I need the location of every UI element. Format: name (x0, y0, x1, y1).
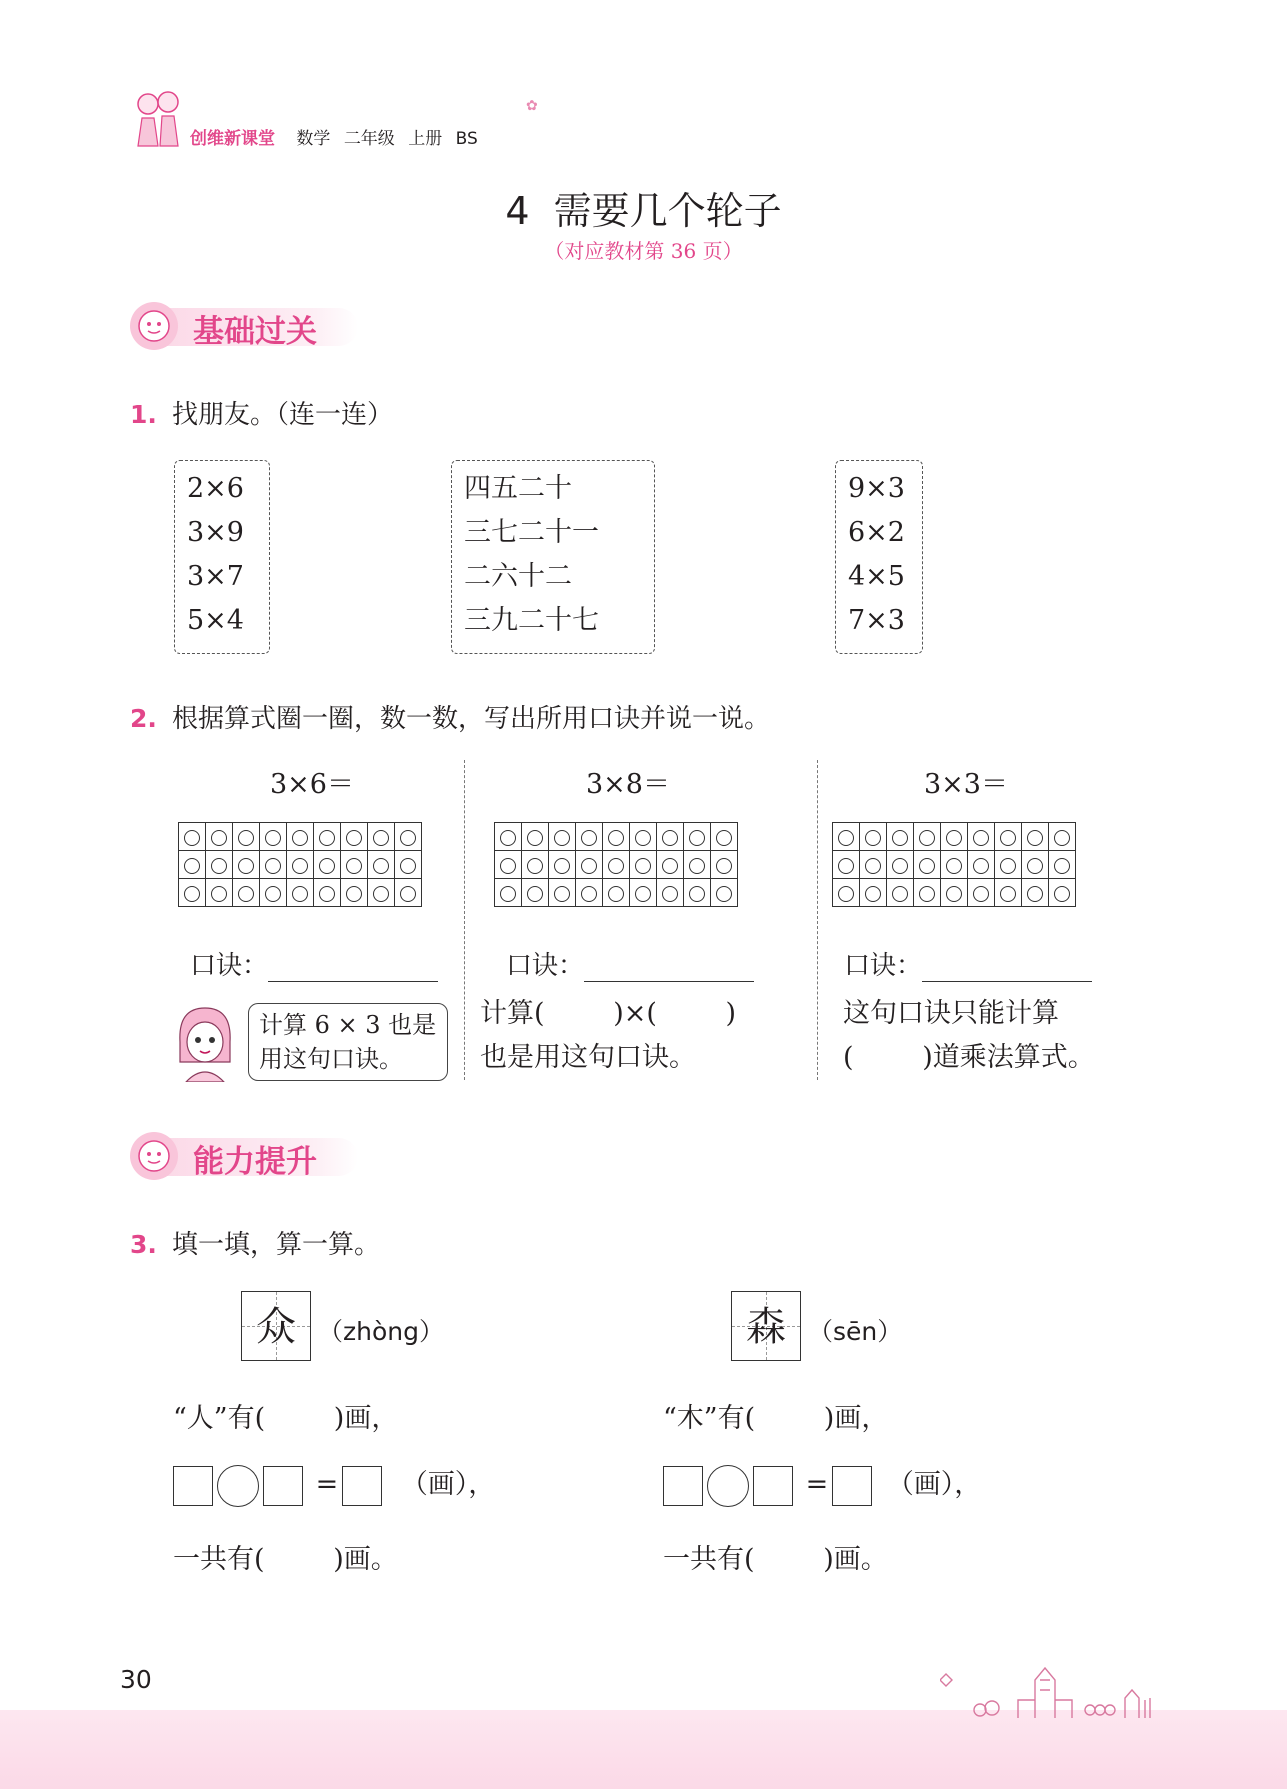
grid-cell[interactable] (395, 851, 422, 879)
cartoon-boy-icon (128, 1128, 184, 1184)
grid-cell[interactable] (233, 851, 260, 879)
grid-cell[interactable] (1022, 823, 1049, 851)
circle-icon (238, 886, 254, 902)
grid-cell[interactable] (1049, 823, 1076, 851)
circle-icon (554, 858, 570, 874)
circle-icon (946, 858, 962, 874)
koujue-line-2 (506, 945, 754, 982)
circle-icon (635, 886, 651, 902)
character-zhong: 众 (256, 1304, 296, 1350)
grid-cell[interactable] (287, 879, 314, 907)
circle-icon (211, 886, 227, 902)
header-illustration-kids (128, 88, 188, 148)
q1-right-item: 7×3 (848, 605, 905, 636)
grid-cell[interactable] (887, 823, 914, 851)
bubble-line-2: 用这句口诀。 (259, 1045, 403, 1073)
circle-icon (319, 886, 335, 902)
grid-cell[interactable] (684, 879, 711, 907)
grid-cell[interactable] (341, 851, 368, 879)
grid-cell[interactable] (711, 879, 738, 907)
grid-cell[interactable] (260, 879, 287, 907)
question-number: 1. (130, 400, 157, 429)
circle-icon (946, 830, 962, 846)
grid-cell[interactable] (657, 851, 684, 879)
q1-middle-item: 四五二十 (464, 473, 572, 504)
grid-cell[interactable] (603, 823, 630, 851)
grid-cell[interactable] (368, 851, 395, 879)
circle-icon (608, 830, 624, 846)
page-subtitle: （对应教材第 36 页） (544, 239, 743, 263)
q1-middle-item: 三七二十一 (464, 517, 599, 548)
unit-label: （画）， (400, 1469, 496, 1500)
circle-icon (919, 886, 935, 902)
grid-cell[interactable] (314, 879, 341, 907)
volume-label: 上册 (408, 129, 443, 149)
grid-cell[interactable] (233, 879, 260, 907)
circle-icon (292, 830, 308, 846)
grid-cell[interactable] (968, 823, 995, 851)
circle-icon (716, 858, 732, 874)
circle-icon (184, 858, 200, 874)
circle-icon (865, 886, 881, 902)
unit-label: （画）， (886, 1469, 982, 1500)
section-title-basic: 基础过关 (193, 314, 317, 350)
q1-middle-item: 三九二十七 (464, 605, 599, 636)
circle-icon (184, 886, 200, 902)
grid-cell[interactable] (287, 851, 314, 879)
pinyin-zhong: （zhòng） (318, 1317, 444, 1346)
grid-cell[interactable] (314, 823, 341, 851)
grid-cell[interactable] (233, 823, 260, 851)
grid-cell[interactable] (341, 823, 368, 851)
section-banner-basic (128, 298, 368, 354)
grid-cell[interactable] (995, 851, 1022, 879)
grid-cell[interactable] (603, 851, 630, 879)
circle-icon (1054, 858, 1070, 874)
grid-cell[interactable] (206, 823, 233, 851)
brand-name: 创维新课堂 (190, 129, 275, 149)
circle-icon (400, 886, 416, 902)
circle-icon (662, 830, 678, 846)
answer-box[interactable] (753, 1466, 793, 1506)
castle-illustration (940, 1650, 1160, 1720)
circle-icon (919, 830, 935, 846)
circle-icon (946, 886, 962, 902)
circle-icon (1027, 886, 1043, 902)
grid-cell[interactable] (657, 823, 684, 851)
character-box-sen (731, 1291, 801, 1361)
circle-icon (346, 886, 362, 902)
circle-icon (581, 886, 597, 902)
operator-circle[interactable] (217, 1465, 259, 1507)
q3-left-equation (173, 1462, 495, 1507)
circle-icon (1027, 858, 1043, 874)
grid-cell[interactable] (833, 823, 860, 851)
character-sen: 森 (746, 1304, 786, 1350)
grid-cell[interactable] (368, 823, 395, 851)
circle-icon (554, 886, 570, 902)
edition-label: BS (455, 129, 478, 149)
grid-cell[interactable] (1022, 851, 1049, 879)
grid-cell[interactable] (630, 823, 657, 851)
circle-icon (211, 830, 227, 846)
circle-icon (581, 858, 597, 874)
section-banner-advanced (128, 1128, 368, 1184)
circle-icon (400, 830, 416, 846)
circle-icon (238, 830, 254, 846)
grid-cell[interactable] (603, 879, 630, 907)
koujue-answer-blank[interactable] (922, 955, 1092, 982)
grid-cell[interactable] (711, 823, 738, 851)
grid-cell[interactable] (1022, 879, 1049, 907)
circle-icon (346, 830, 362, 846)
question-3-heading (130, 1224, 380, 1261)
q3-left-line-1: “人”有( )画， (173, 1403, 399, 1434)
q2-middle-note (480, 992, 736, 1080)
question-text: 根据算式圈一圈，数一数，写出所用口诀并说一说。 (172, 704, 771, 734)
grid-cell[interactable] (1049, 851, 1076, 879)
circle-icon (608, 886, 624, 902)
q1-middle-item: 二六十二 (464, 561, 572, 592)
character-box-zhong (241, 1291, 311, 1361)
circle-icon (662, 858, 678, 874)
question-text: 找朋友。（连一连） (172, 400, 394, 430)
q1-left-item: 3×9 (187, 517, 244, 548)
grid-cell[interactable] (968, 879, 995, 907)
koujue-label: 口诀： (190, 951, 269, 981)
grid-cell[interactable] (630, 851, 657, 879)
circle-grid-1[interactable] (178, 822, 422, 907)
question-1-heading (130, 394, 393, 431)
grid-cell[interactable] (941, 851, 968, 879)
grid-cell[interactable] (522, 851, 549, 879)
circle-icon (184, 830, 200, 846)
q2-equation-2: 3×8＝ (586, 769, 670, 800)
koujue-label: 口诀： (506, 951, 585, 981)
circle-icon (838, 830, 854, 846)
column-divider (464, 760, 465, 1080)
equals-sign: = (315, 1469, 339, 1500)
answer-box[interactable] (263, 1466, 303, 1506)
grid-cell[interactable] (684, 851, 711, 879)
circle-icon (608, 858, 624, 874)
circle-icon (581, 830, 597, 846)
grid-cell[interactable] (860, 823, 887, 851)
circle-icon (689, 886, 705, 902)
q1-left-item: 3×7 (187, 561, 244, 592)
bubble-line-1: 计算 6 × 3 也是 (259, 1011, 437, 1039)
q1-middle-box (451, 460, 655, 654)
circle-icon (265, 830, 281, 846)
q2-right-line-1: 这句口诀只能计算 (843, 998, 1059, 1029)
grid-cell[interactable] (711, 851, 738, 879)
circle-icon (346, 858, 362, 874)
answer-box[interactable] (342, 1466, 382, 1506)
grid-cell[interactable] (179, 823, 206, 851)
grid-cell[interactable] (833, 851, 860, 879)
circle-icon (265, 858, 281, 874)
circle-icon (662, 886, 678, 902)
grid-cell[interactable] (549, 851, 576, 879)
circle-icon (635, 830, 651, 846)
footer-band (0, 1710, 1287, 1789)
column-divider (817, 760, 818, 1080)
grid-cell[interactable] (341, 879, 368, 907)
grid-cell[interactable] (968, 851, 995, 879)
circle-icon (1000, 858, 1016, 874)
circle-icon (838, 886, 854, 902)
grid-cell[interactable] (576, 879, 603, 907)
circle-icon (892, 858, 908, 874)
q3-right-line-3: 一共有( )画。 (663, 1544, 888, 1575)
circle-icon (865, 830, 881, 846)
grid-cell[interactable] (684, 823, 711, 851)
q1-left-item: 2×6 (187, 473, 244, 504)
grid-cell[interactable] (522, 879, 549, 907)
section-title-advanced: 能力提升 (193, 1144, 317, 1180)
koujue-label: 口诀： (844, 951, 923, 981)
grid-cell[interactable] (395, 823, 422, 851)
circle-icon (838, 858, 854, 874)
grid-cell[interactable] (995, 823, 1022, 851)
grid-cell[interactable] (206, 879, 233, 907)
answer-box[interactable] (663, 1466, 703, 1506)
circle-grid-2[interactable] (494, 822, 738, 907)
grid-cell[interactable] (630, 879, 657, 907)
q2-right-note (843, 992, 1095, 1080)
grid-cell[interactable] (260, 823, 287, 851)
grid-cell[interactable] (833, 879, 860, 907)
circle-icon (238, 858, 254, 874)
circle-icon (373, 830, 389, 846)
circle-icon (373, 858, 389, 874)
grid-cell[interactable] (941, 879, 968, 907)
circle-icon (527, 858, 543, 874)
page-number: 30 (120, 1665, 152, 1694)
circle-icon (292, 886, 308, 902)
circle-icon (1027, 830, 1043, 846)
circle-icon (973, 858, 989, 874)
circle-icon (500, 858, 516, 874)
pinyin-sen: （sēn） (808, 1317, 903, 1346)
circle-icon (865, 858, 881, 874)
circle-icon (892, 886, 908, 902)
cartoon-girl-icon (128, 298, 184, 354)
q2-equation-1: 3×6＝ (270, 769, 354, 800)
koujue-answer-blank[interactable] (268, 955, 438, 982)
circle-icon (973, 830, 989, 846)
grid-cell[interactable] (549, 823, 576, 851)
circle-icon (1054, 830, 1070, 846)
circle-icon (919, 858, 935, 874)
grid-cell[interactable] (549, 879, 576, 907)
grid-cell[interactable] (1049, 879, 1076, 907)
circle-grid-3[interactable] (832, 822, 1076, 907)
grid-cell[interactable] (914, 823, 941, 851)
circle-icon (1000, 886, 1016, 902)
circle-icon (527, 886, 543, 902)
answer-box[interactable] (173, 1466, 213, 1506)
subject-label: 数学 (296, 129, 331, 149)
grid-cell[interactable] (522, 823, 549, 851)
answer-box[interactable] (832, 1466, 872, 1506)
q1-left-box (174, 460, 270, 654)
grid-cell[interactable] (941, 823, 968, 851)
grid-cell[interactable] (995, 879, 1022, 907)
grid-cell[interactable] (314, 851, 341, 879)
speech-bubble (248, 1003, 448, 1081)
koujue-line-1 (190, 945, 438, 982)
grid-cell[interactable] (179, 851, 206, 879)
operator-circle[interactable] (707, 1465, 749, 1507)
q1-right-item: 4×5 (848, 561, 905, 592)
circle-icon (892, 830, 908, 846)
question-2-heading (130, 698, 770, 735)
grid-cell[interactable] (860, 879, 887, 907)
header-bar (190, 124, 486, 149)
grade-label: 二年级 (343, 129, 395, 149)
circle-icon (973, 886, 989, 902)
grid-cell[interactable] (179, 879, 206, 907)
q3-left-line-3: 一共有( )画。 (173, 1544, 398, 1575)
grid-cell[interactable] (287, 823, 314, 851)
grid-cell[interactable] (260, 851, 287, 879)
page-title: 4 需要几个轮子 (505, 189, 782, 233)
circle-icon (689, 830, 705, 846)
circle-icon (319, 858, 335, 874)
q3-right-equation (663, 1462, 981, 1507)
q2-middle-line-1: 计算( )×( ) (480, 998, 737, 1029)
circle-icon (716, 886, 732, 902)
circle-icon (554, 830, 570, 846)
q1-right-box (835, 460, 923, 654)
circle-icon (500, 830, 516, 846)
circle-icon (400, 858, 416, 874)
grid-cell[interactable] (657, 879, 684, 907)
grid-cell[interactable] (495, 879, 522, 907)
q1-left-item: 5×4 (187, 605, 244, 636)
grid-cell[interactable] (495, 823, 522, 851)
grid-cell[interactable] (368, 879, 395, 907)
circle-icon (1000, 830, 1016, 846)
koujue-answer-blank[interactable] (584, 955, 754, 982)
q2-middle-line-2: 也是用这句口诀。 (480, 1042, 696, 1073)
grid-cell[interactable] (576, 823, 603, 851)
grid-cell[interactable] (495, 851, 522, 879)
question-text: 填一填，算一算。 (172, 1230, 381, 1260)
grid-cell[interactable] (860, 851, 887, 879)
grid-cell[interactable] (887, 879, 914, 907)
circle-icon (319, 830, 335, 846)
circle-icon (527, 830, 543, 846)
girl-avatar (170, 1002, 240, 1082)
grid-cell[interactable] (914, 851, 941, 879)
q2-equation-3: 3×3＝ (924, 769, 1008, 800)
circle-icon (265, 886, 281, 902)
question-number: 2. (130, 704, 157, 733)
grid-cell[interactable] (914, 879, 941, 907)
equals-sign: = (805, 1469, 829, 1500)
grid-cell[interactable] (206, 851, 233, 879)
question-number: 3. (130, 1230, 157, 1259)
circle-icon (292, 858, 308, 874)
circle-icon (211, 858, 227, 874)
q3-right-line-1: “木”有( )画， (663, 1403, 889, 1434)
circle-icon (373, 886, 389, 902)
grid-cell[interactable] (576, 851, 603, 879)
grid-cell[interactable] (887, 851, 914, 879)
circle-icon (689, 858, 705, 874)
q1-right-item: 6×2 (848, 517, 905, 548)
grid-cell[interactable] (395, 879, 422, 907)
circle-icon (500, 886, 516, 902)
circle-icon (716, 830, 732, 846)
circle-icon (1054, 886, 1070, 902)
circle-icon (635, 858, 651, 874)
q1-right-item: 9×3 (848, 473, 905, 504)
koujue-line-3 (844, 945, 1092, 982)
q2-right-line-2: ( )道乘法算式。 (843, 1042, 1095, 1073)
flower-icon: ✿ (526, 98, 538, 114)
